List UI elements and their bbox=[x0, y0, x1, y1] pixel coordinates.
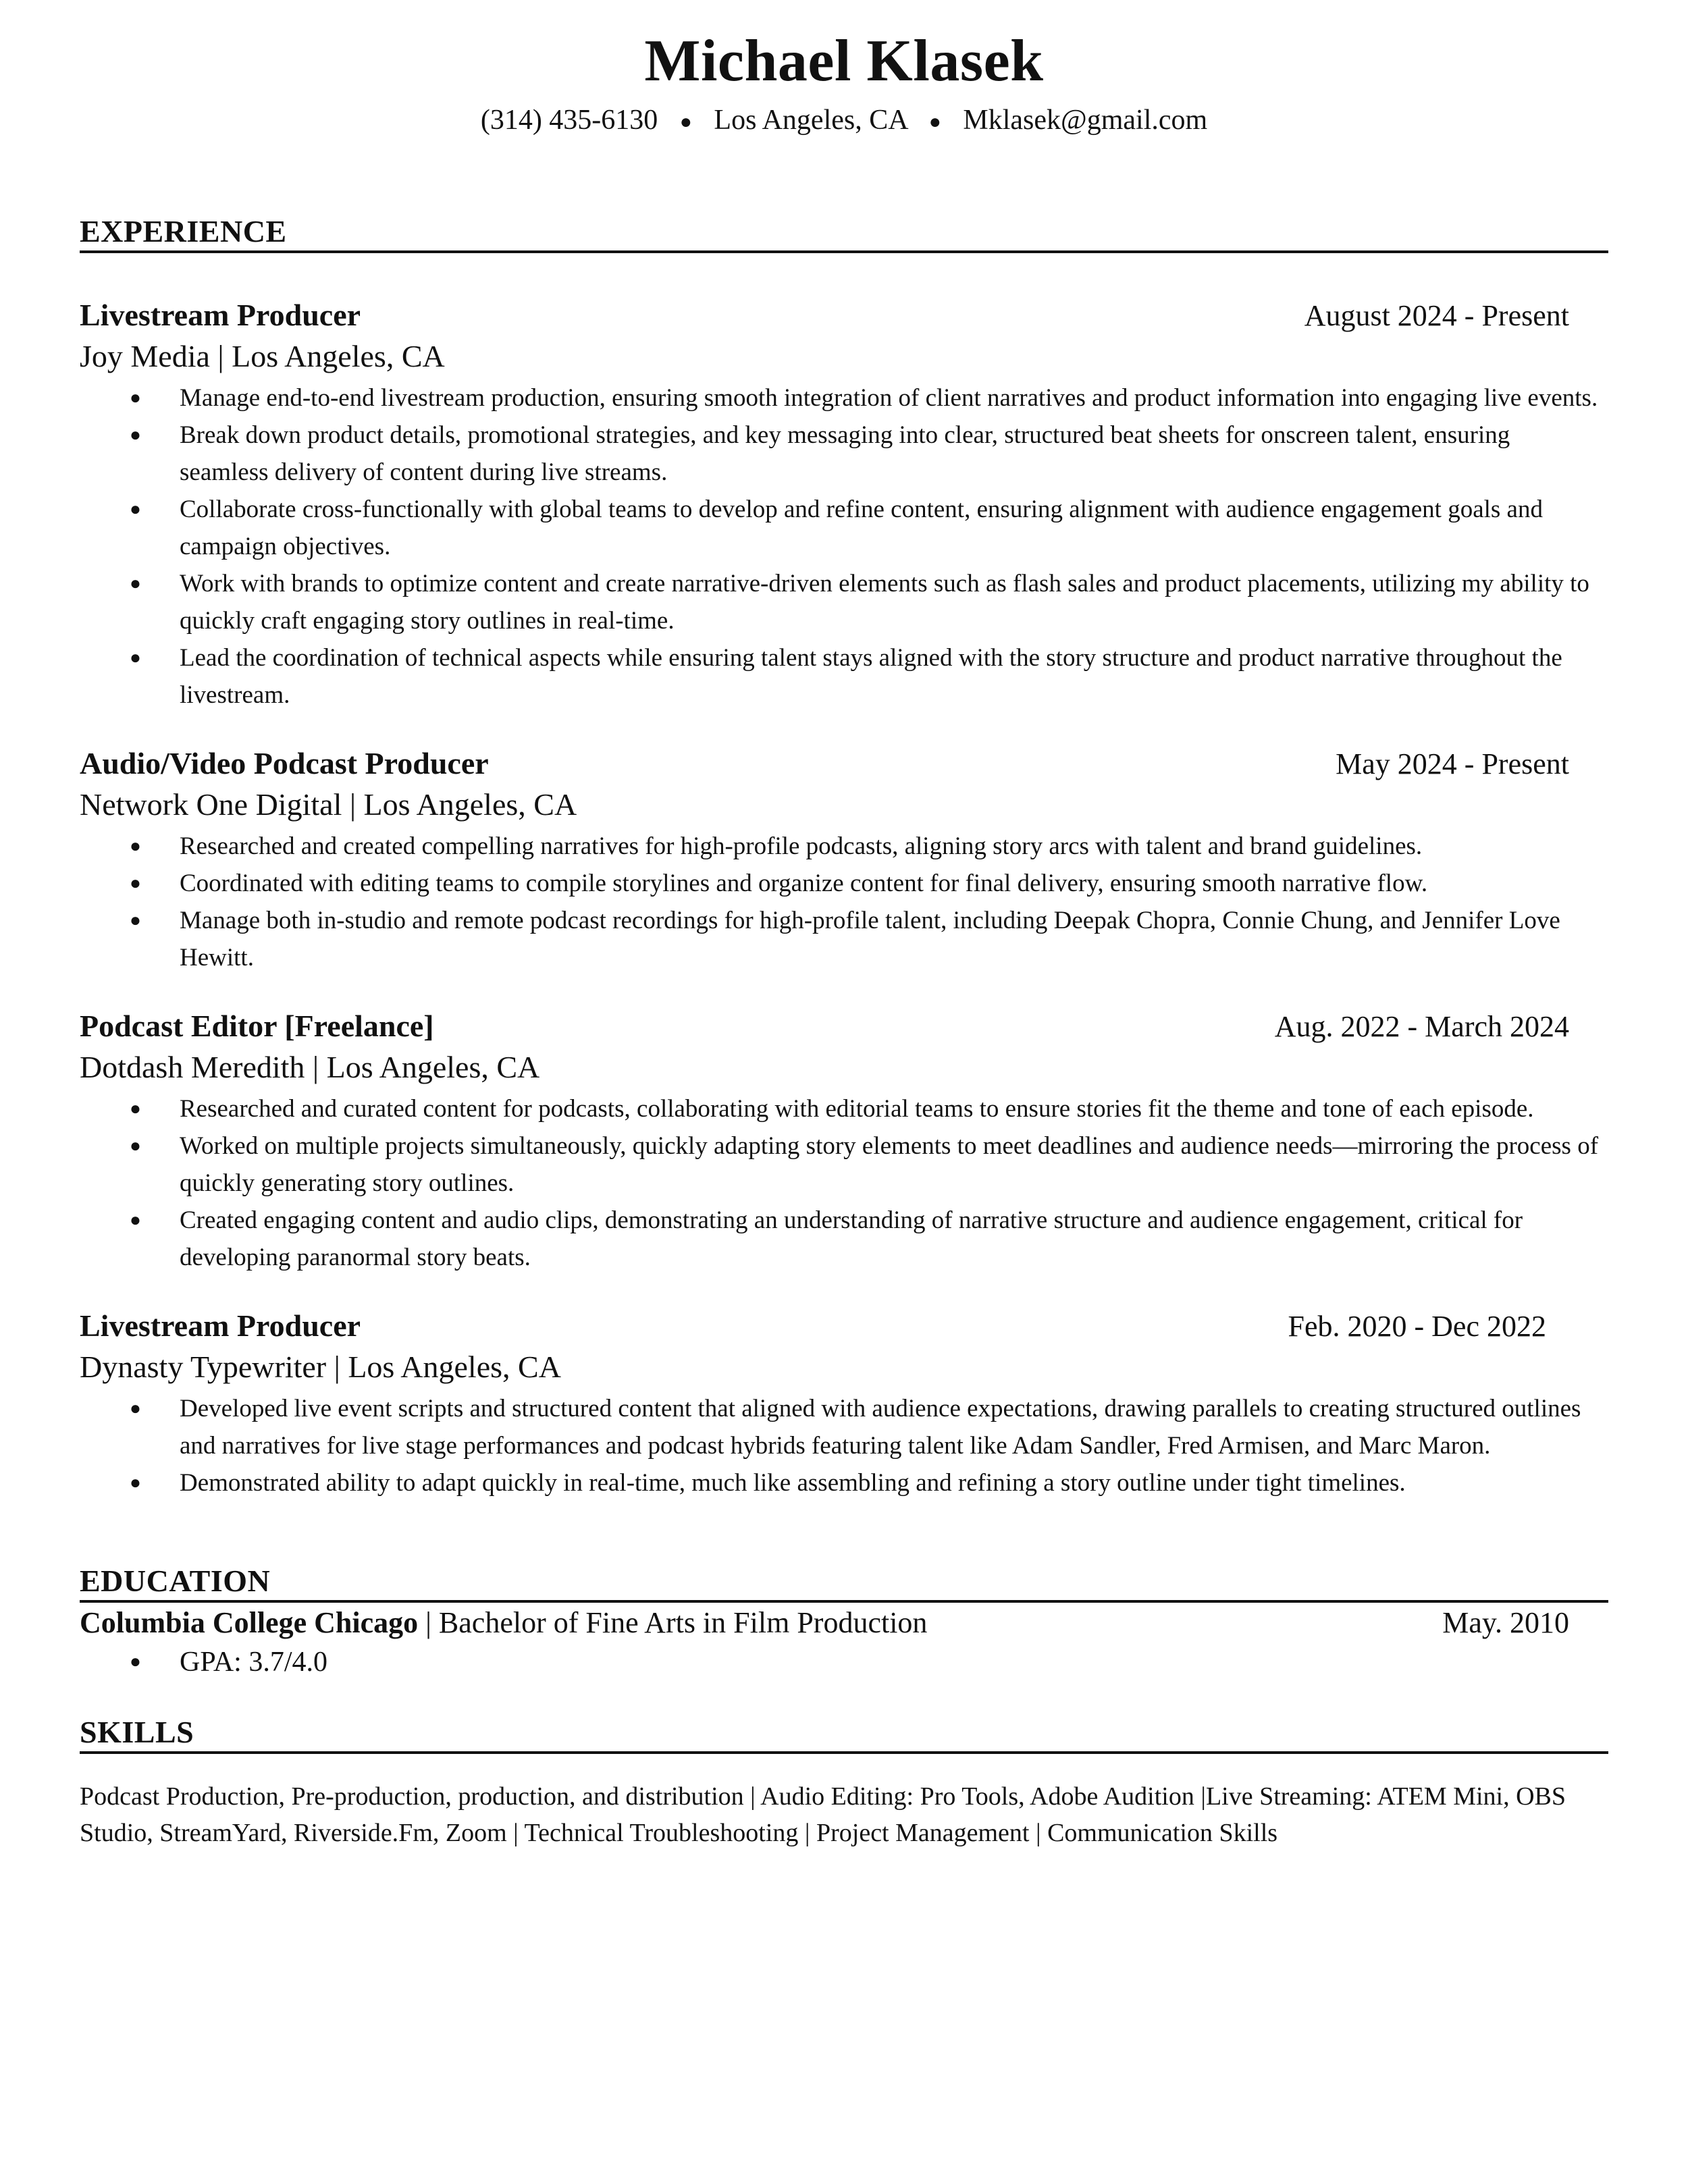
bullet-icon: ● bbox=[130, 873, 141, 895]
experience-heading: EXPERIENCE bbox=[80, 214, 287, 249]
experience-section bbox=[80, 213, 1608, 1501]
list-item: ● Lead the coordination of technical aspects while ensuring talent stays aligned with the story structure and product narrative throughout the livestream. bbox=[80, 639, 1608, 714]
list-item: ● Worked on multiple projects simultaneously, quickly adapting story elements to meet deadlines and audience needs—mirroring the process of quickly generating story outlines. bbox=[80, 1127, 1608, 1202]
email-address: Mklasek@gmail.com bbox=[963, 105, 1208, 136]
job-title: Livestream Producer bbox=[80, 298, 361, 333]
bullet-icon: ● bbox=[130, 573, 141, 595]
job-entry bbox=[80, 1006, 1608, 1276]
list-item: ● Coordinated with editing teams to compile storylines and organize content for final delivery, ensuring smooth narrative flow. bbox=[80, 865, 1608, 902]
school-name: Columbia College Chicago bbox=[80, 1606, 419, 1640]
resume-document bbox=[80, 0, 1608, 1851]
location: Los Angeles, CA bbox=[714, 105, 907, 136]
list-item: ● Developed live event scripts and structured content that aligned with audience expectations, drawing parallels to creating structured outlines and narratives for live stage performances and podcast hybrids featuring talent like Adam Sandler, Fred Armisen, and Marc Maron. bbox=[80, 1390, 1608, 1464]
list-item: ● Work with brands to optimize content and create narrative-driven elements such as flash sales and product placements, utilizing my ability to quickly craft engaging story outlines in real-time. bbox=[80, 565, 1608, 639]
list-item: ● Researched and created compelling narratives for high-profile podcasts, aligning story arcs with talent and brand guidelines. bbox=[80, 828, 1608, 865]
job-company: Network One Digital | Los Angeles, CA bbox=[80, 787, 577, 822]
job-date: Aug. 2022 - March 2024 bbox=[1274, 1010, 1569, 1044]
bullet-icon: ● bbox=[130, 1472, 141, 1494]
bullet-separator-icon: ● bbox=[679, 111, 692, 134]
job-bullet-list bbox=[80, 1090, 1608, 1276]
job-company: Joy Media | Los Angeles, CA bbox=[80, 339, 445, 374]
bullet-icon: ● bbox=[130, 1098, 141, 1120]
bullet-icon: ● bbox=[130, 647, 141, 669]
job-title: Podcast Editor [Freelance] bbox=[80, 1009, 434, 1044]
list-item bbox=[80, 1643, 1608, 1681]
list-item: ● Break down product details, promotional strategies, and key messaging into clear, structured beat sheets for onscreen talent, ensuring seamless delivery of content during live streams. bbox=[80, 417, 1608, 491]
contact-line bbox=[80, 101, 1608, 141]
bullet-icon: ● bbox=[130, 388, 141, 409]
job-bullet-list bbox=[80, 379, 1608, 714]
education-entry bbox=[80, 1603, 1608, 1643]
candidate-name: Michael Klasek bbox=[644, 28, 1044, 94]
bullet-icon: ● bbox=[130, 1210, 141, 1231]
job-title: Livestream Producer bbox=[80, 1308, 361, 1343]
list-item: ● Collaborate cross-functionally with global teams to develop and refine content, ensuring alignment with audience engagement goals and campaign objectives. bbox=[80, 491, 1608, 565]
phone-number: (314) 435-6130 bbox=[480, 105, 658, 136]
bullet-icon: ● bbox=[130, 425, 141, 446]
bullet-icon: ● bbox=[130, 1651, 141, 1673]
job-bullet-list bbox=[80, 828, 1608, 976]
job-entry bbox=[80, 295, 1608, 714]
education-bullet-list bbox=[80, 1643, 1608, 1681]
job-company: Dotdash Meredith | Los Angeles, CA bbox=[80, 1050, 540, 1085]
education-section bbox=[80, 1562, 1608, 1681]
job-date: August 2024 - Present bbox=[1304, 299, 1569, 333]
list-item: ● Manage end-to-end livestream production, ensuring smooth integration of client narratives and product information into engaging live events. bbox=[80, 379, 1608, 417]
job-entry bbox=[80, 743, 1608, 976]
list-item: ● Demonstrated ability to adapt quickly in real-time, much like assembling and refining a story outline under tight timelines. bbox=[80, 1464, 1608, 1501]
job-company: Dynasty Typewriter | Los Angeles, CA bbox=[80, 1350, 561, 1385]
list-item: ● Manage both in-studio and remote podcast recordings for high-profile talent, including Deepak Chopra, Connie Chung, and Jennifer Love Hewitt. bbox=[80, 902, 1608, 976]
bullet-icon: ● bbox=[130, 836, 141, 857]
section-divider bbox=[80, 1751, 1608, 1754]
job-entry bbox=[80, 1306, 1608, 1501]
bullet-icon: ● bbox=[130, 910, 141, 932]
job-bullet-list bbox=[80, 1390, 1608, 1501]
job-date: May 2024 - Present bbox=[1336, 747, 1569, 781]
section-divider bbox=[80, 250, 1608, 253]
list-item: ● Created engaging content and audio clips, demonstrating an understanding of narrative structure and audience engagement, critical for developing paranormal story beats. bbox=[80, 1202, 1608, 1276]
bullet-icon: ● bbox=[130, 1136, 141, 1157]
list-item: ● Researched and curated content for podcasts, collaborating with editorial teams to ensure stories fit the theme and tone of each episode. bbox=[80, 1090, 1608, 1127]
bullet-icon: ● bbox=[130, 1398, 141, 1420]
skills-heading: SKILLS bbox=[80, 1715, 194, 1750]
job-date: Feb. 2020 - Dec 2022 bbox=[1288, 1310, 1546, 1343]
degree: | Bachelor of Fine Arts in Film Production bbox=[418, 1606, 928, 1640]
bullet-icon: ● bbox=[130, 499, 141, 521]
job-title: Audio/Video Podcast Producer bbox=[80, 746, 489, 781]
gpa: GPA: 3.7/4.0 bbox=[180, 1647, 328, 1678]
skills-section bbox=[80, 1713, 1608, 1851]
graduation-date: May. 2010 bbox=[1442, 1606, 1569, 1640]
bullet-separator-icon: ● bbox=[928, 111, 941, 134]
education-heading: EDUCATION bbox=[80, 1564, 271, 1599]
skills-text: Podcast Production, Pre-production, production, and distribution | Audio Editing: Pro Tools, Adobe Audition |Live Streaming: ATEM Mini, OBS Studio, StreamYard, Riverside.Fm, Zoom | Technical Troubleshooting | Project Management | Communication Skills bbox=[80, 1782, 1566, 1848]
